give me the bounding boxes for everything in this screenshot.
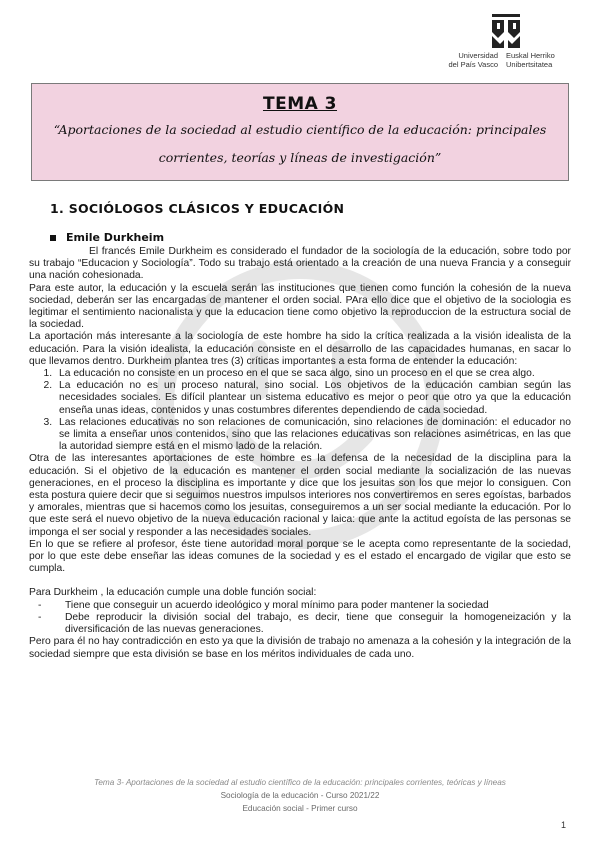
footer-line2: Sociología de la educación - Curso 2021/22	[220, 791, 380, 800]
page-number: 1	[560, 820, 566, 830]
section-heading: 1. SOCIÓLOGOS CLÁSICOS Y EDUCACIÓN	[50, 201, 345, 216]
paragraph: Para Durkheim , la educación cumple una doble función social:	[29, 587, 317, 599]
paragraph: Para este autor, la educación y la escuela serán las instituciones que tienen como función la cohesión de la nueva sociedad, deberán ser las encargadas de mantener el orden social. PAra ello dice que el objetivo de la sociologia es legitimar el sentimiento nacionalista y que la educacion tiene como objetivo la reproduccion de la estructura social de la sociedad.	[29, 282, 571, 331]
page-footer	[0, 776, 600, 815]
list-item: 3. Las relaciones educativas no son relaciones de comunicación, sino relaciones de dominación: el educador no se limita a enseñar unos contenidos, sino que las relaciones educativas son relaciones asimétricas, en las que la autoridad siempre está en el mismo lado de la relación.	[55, 417, 571, 454]
logo-right-line2: Unibertsitatea	[506, 59, 553, 69]
university-logo	[442, 14, 562, 74]
document-body	[29, 246, 571, 661]
list-item: 2. La educación no es un proceso natural, sino social. Los objetivos de la educación cambian según las necesidades sociales. Es difícil plantear un sistema educativo es mejor o peor que otro ya que la educación enseña unas ideas, contenidos y unas costumbres diferentes dependiendo de cada sociedad.	[55, 380, 571, 417]
tema-subtitle: “Aportaciones de la sociedad al estudio científico de la educación: principales corrientes, teorías y líneas de investigación”	[53, 122, 547, 165]
list-item: - Debe reproducir la división social del trabajo, es decir, tiene que conseguir la homogeneización y la diversificación de las nuevas generaciones.	[29, 612, 571, 636]
paragraph: La aportación más interesante a la sociología de este hombre ha sido la crítica realizada a la visión idealista de la educación. Para la visión idealista, la educación consiste en el desarrollo de las capacidades humanas, en sacar lo que llevamos dentro. Durkheim plantea tres (3) críticas importantes a esta forma de entender la educación:	[29, 331, 571, 367]
upv-ehu-emblem-icon	[488, 14, 524, 48]
subsection-heading	[50, 231, 164, 244]
paragraph: En lo que se refiere al profesor, éste tiene autoridad moral porque se le acepta como representante de la sociedad, por lo que este debe enseñar las ideas comunes de la sociedad y es el estado el encargado de vigilar que esto se cumpla.	[29, 538, 571, 575]
footer-line3: Educación social - Primer curso	[242, 804, 358, 813]
paragraph: Otra de las interesantes aportaciones de este hombre es la defensa de la necesidad de la disciplina para la educación. Si el objetivo de la educación es mantener el orden social mediante la socialización de las nuevas generaciones, en el proceso la disciplina es importante y dice que los jesuitas son los que mejor lo consiguen. Con esta postura quiere decir que si seguimos nuestros impulsos interiores nos convertiremos en seres egoístas, barbados y amorales, mientras que si hacemos como los jesuitas, conseguiremos a un ser social mediante la educación. Por lo que este será el nuevo objetivo de la nueva educación racional y laica: que ante la actitud egoísta de las personas se imponga el ser social y responder a las necesidades sociales.	[29, 453, 571, 538]
tema-title: TEMA 3	[262, 94, 338, 114]
logo-left-line1: Universidad	[458, 51, 498, 60]
footer-line1: Tema 3- Aportaciones de la sociedad al estudio científico de la educación: principales corrientes, teóricas y líneas	[94, 778, 506, 787]
list-item: 1. La educación no consiste en un proceso en el que se saca algo, sino un proceso en el que se crea algo.	[55, 368, 571, 380]
square-bullet-icon	[50, 235, 56, 241]
list-item: - Tiene que conseguir un acuerdo ideológico y moral mínimo para poder mantener la sociedad	[29, 600, 571, 612]
title-banner	[31, 83, 569, 181]
paragraph: Pero para él no hay contradicción en esto ya que la división de trabajo no amenaza a la cohesión y la integración de la sociedad siempre que esta división se base en los méritos individuales de cada uno.	[29, 636, 571, 660]
subsection-title: Emile Durkheim	[66, 231, 165, 244]
logo-right-line1: Euskal Herriko	[506, 51, 555, 60]
logo-left-line2: del País Vasco	[448, 59, 498, 69]
dash-list	[29, 600, 571, 637]
numbered-list	[29, 368, 571, 453]
paragraph: El francés Emile Durkheim es considerado el fundador de la sociología de la educación, sobre todo por su trabajo “Educacion y Sociología”. Todo su trabajo está orientado a la creación de una nueva Francia y a conseguir una nación cohesionada.	[29, 246, 571, 282]
